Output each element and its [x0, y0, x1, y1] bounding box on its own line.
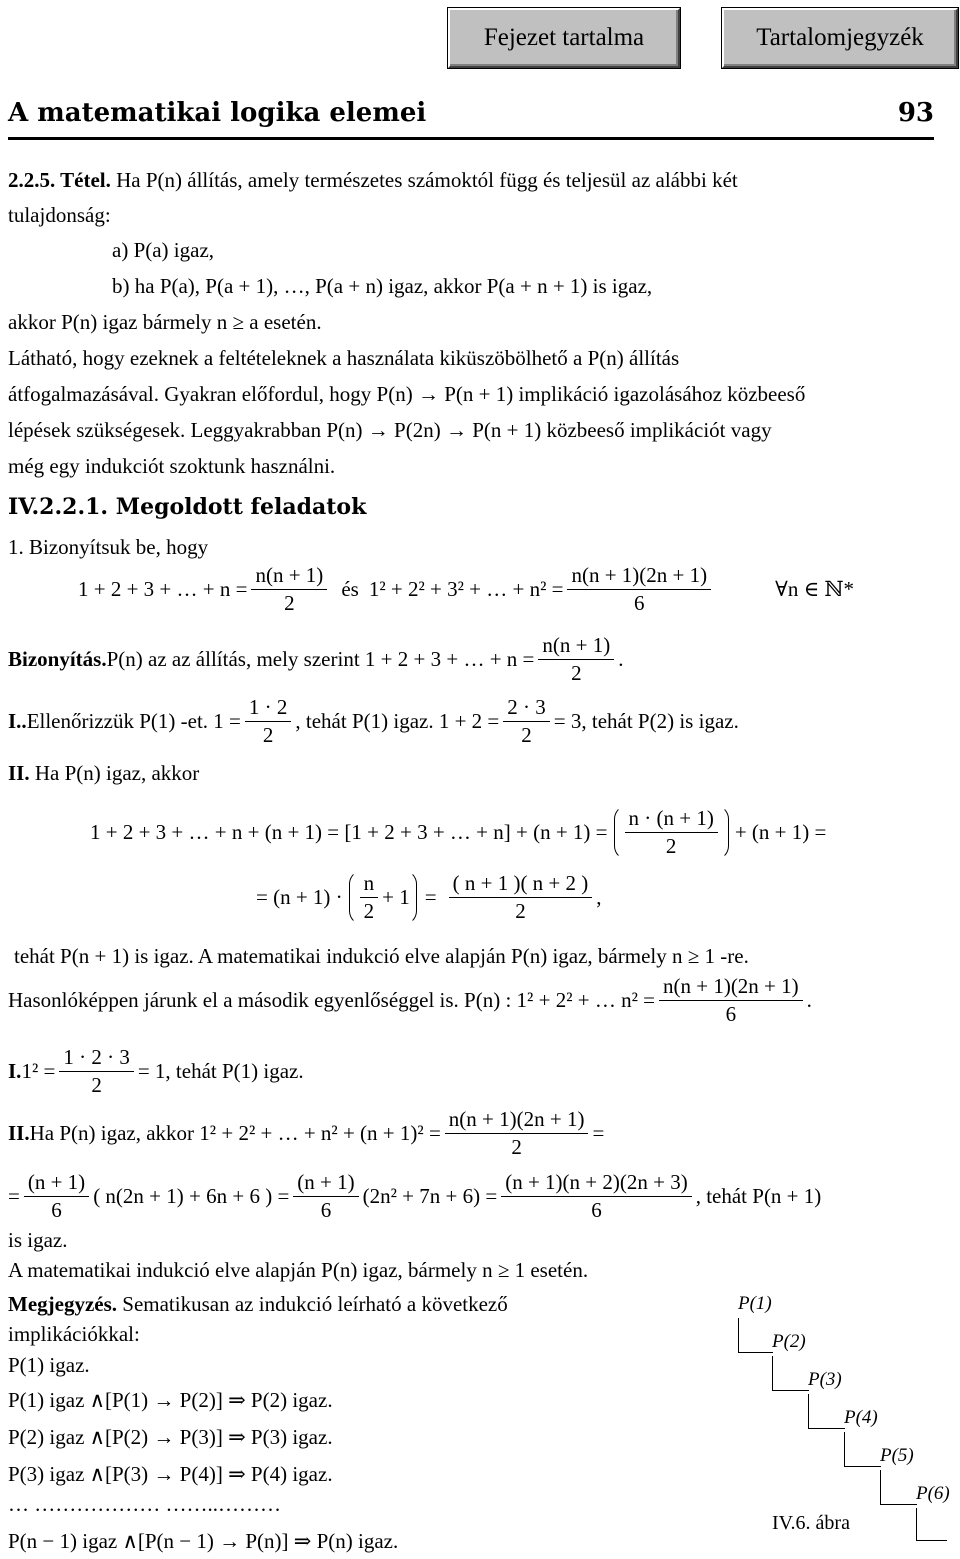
- note-implication-4: P(3) igaz ∧[P(3) → P(4)] ⇒ P(4) igaz.: [8, 1462, 333, 1486]
- remark-line-2: átfogalmazásával. Gyakran előfordul, hogy P(n) → P(n + 1) implikáció igazolásához közbeeső: [8, 382, 806, 406]
- figure-label-5: P(5): [880, 1445, 914, 1466]
- remark-line-4: még egy indukciót szoktunk használni.: [8, 454, 336, 478]
- note-implication-3: P(2) igaz ∧[P(2) → P(3)] ⇒ P(3) igaz.: [8, 1425, 333, 1449]
- stair-step: [916, 1508, 947, 1541]
- chapter-contents-button[interactable]: Fejezet tartalma: [448, 8, 680, 68]
- step-one: I.. Ellenőrizzük P(1) -et. 1 = $\frac{1 \cdot 2}{2}$ , tehát P(1) igaz. 1 + 2 = $\frac{2 \cdot 3}{2}$ = 3, tehát P(2) is igaz.: [8, 695, 739, 748]
- similar-line: Hasonlóképpen járunk el a második egyenlőséggel is. P(n) : 1² + 2² + … n² = $\frac{n(n + 1)(2n + 1)}{6}$ .: [8, 974, 812, 1027]
- theorem-label: 2.2.5. Tétel.: [8, 168, 111, 192]
- figure-label-2: P(2): [772, 1331, 806, 1352]
- note-ellipsis: … ……………… ……..………: [8, 1492, 281, 1516]
- stair-step: [772, 1356, 809, 1391]
- note-implication-1: P(1) igaz.: [8, 1353, 90, 1377]
- stair-step: [808, 1394, 845, 1429]
- stair-step: [880, 1470, 917, 1505]
- section-heading: IV.2.2.1. Megoldott feladatok: [8, 494, 367, 520]
- proof-line: Bizonyítás. P(n) az az állítás, mely szerint 1 + 2 + 3 + … + n = $\frac{n(n + 1)}{2}$ .: [8, 633, 624, 686]
- step-two-intro: II. Ha P(n) igaz, akkor: [8, 761, 200, 785]
- step-one-b: I. 1² = $\frac{1 \cdot 2 \cdot 3}{2}$ = 1, tehát P(1) igaz.: [8, 1045, 304, 1098]
- step-two-eq-2: = (n + 1) · $\frac{n}{2}$ + 1 = $\frac{( n + 1 )( n + 2 )}{2}$ ,: [256, 870, 602, 925]
- page-title: A matematikai logika elemei: [8, 98, 427, 128]
- step-two-conclusion: tehát P(n + 1) is igaz. A matematikai indukció elve alapján P(n) igaz, bármely n ≥ 1 -re.: [14, 944, 749, 968]
- conclusion: A matematikai indukció elve alapján P(n) igaz, bármely n ≥ 1 esetén.: [8, 1258, 589, 1282]
- note-line-1: Megjegyzés. Sematikusan az indukció leírható a következő: [8, 1292, 508, 1316]
- stair-step: [844, 1432, 881, 1467]
- table-of-contents-button[interactable]: Tartalomjegyzék: [722, 8, 958, 68]
- theorem-line-1: 2.2.5. Tétel. Ha P(n) állítás, amely természetes számoktól függ és teljesül az alábbi két: [8, 168, 738, 192]
- header-rule: [8, 137, 934, 140]
- note-line-2: implikációkkal:: [8, 1322, 140, 1346]
- figure-label-3: P(3): [808, 1369, 842, 1390]
- note-implication-2: P(1) igaz ∧[P(1) → P(2)] ⇒ P(2) igaz.: [8, 1388, 333, 1412]
- step-two-b: II. Ha P(n) igaz, akkor 1² + 2² + … + n² + (n + 1)² = $\frac{n(n + 1)(2n + 1)}{2}$ =: [8, 1107, 605, 1160]
- note-implication-n: P(n − 1) igaz ∧[P(n − 1) → P(n)] ⇒ P(n) igaz.: [8, 1529, 399, 1553]
- figure-label-1: P(1): [738, 1293, 772, 1314]
- problem-equations: 1 + 2 + 3 + … + n = $\frac{n(n + 1)}{2}$ és 1² + 2² + 3² + … + n² = $\frac{n(n + 1)(2n + 1)}{6}$ ∀n ∈ ℕ*: [78, 563, 855, 616]
- remark-line-3: lépések szükségesek. Leggyakrabban P(n) → P(2n) → P(n + 1) közbeeső implikációt vagy: [8, 418, 772, 442]
- page-number: 93: [897, 98, 934, 128]
- problem-intro: 1. Bizonyítsuk be, hogy: [8, 535, 209, 559]
- figure-caption: IV.6. ábra: [772, 1512, 850, 1534]
- theorem-condition-a: a) P(a) igaz,: [112, 238, 215, 262]
- step-two-b-line-3: is igaz.: [8, 1228, 68, 1252]
- stair-step: [738, 1318, 773, 1353]
- step-two-b-line-2: = $\frac{(n + 1)}{6}$ ( n(2n + 1) + 6n + 6 ) = $\frac{(n + 1)}{6}$ (2n² + 7n + 6) = $\frac{(n + 1)(n + 2)(2n + 3)}{6}$ , tehát P(n + 1): [8, 1170, 822, 1223]
- figure-label-6: P(6): [916, 1483, 950, 1504]
- fraction-sum-squares: $\frac{n(n + 1)(2n + 1)}{6}$: [567, 563, 711, 616]
- remark-line-1: Látható, hogy ezeknek a feltételeknek a használata kiküszöbölhető a P(n) állítás: [8, 346, 680, 370]
- theorem-condition-b: b) ha P(a), P(a + 1), …, P(a + n) igaz, akkor P(a + n + 1) is igaz,: [112, 274, 653, 298]
- step-two-eq-1: 1 + 2 + 3 + … + n + (n + 1) = [1 + 2 + 3 + … + n] + (n + 1) = $\frac{n \cdot (n + 1)}{2}$ + (n + 1) =: [90, 805, 826, 860]
- page-header: [8, 96, 934, 140]
- fraction-sum: $\frac{n(n + 1)}{2}$: [251, 563, 327, 616]
- theorem-conclusion: akkor P(n) igaz bármely n ≥ a esetén.: [8, 310, 322, 334]
- figure-label-4: P(4): [844, 1407, 878, 1428]
- theorem-line-2: tulajdonság:: [8, 203, 111, 227]
